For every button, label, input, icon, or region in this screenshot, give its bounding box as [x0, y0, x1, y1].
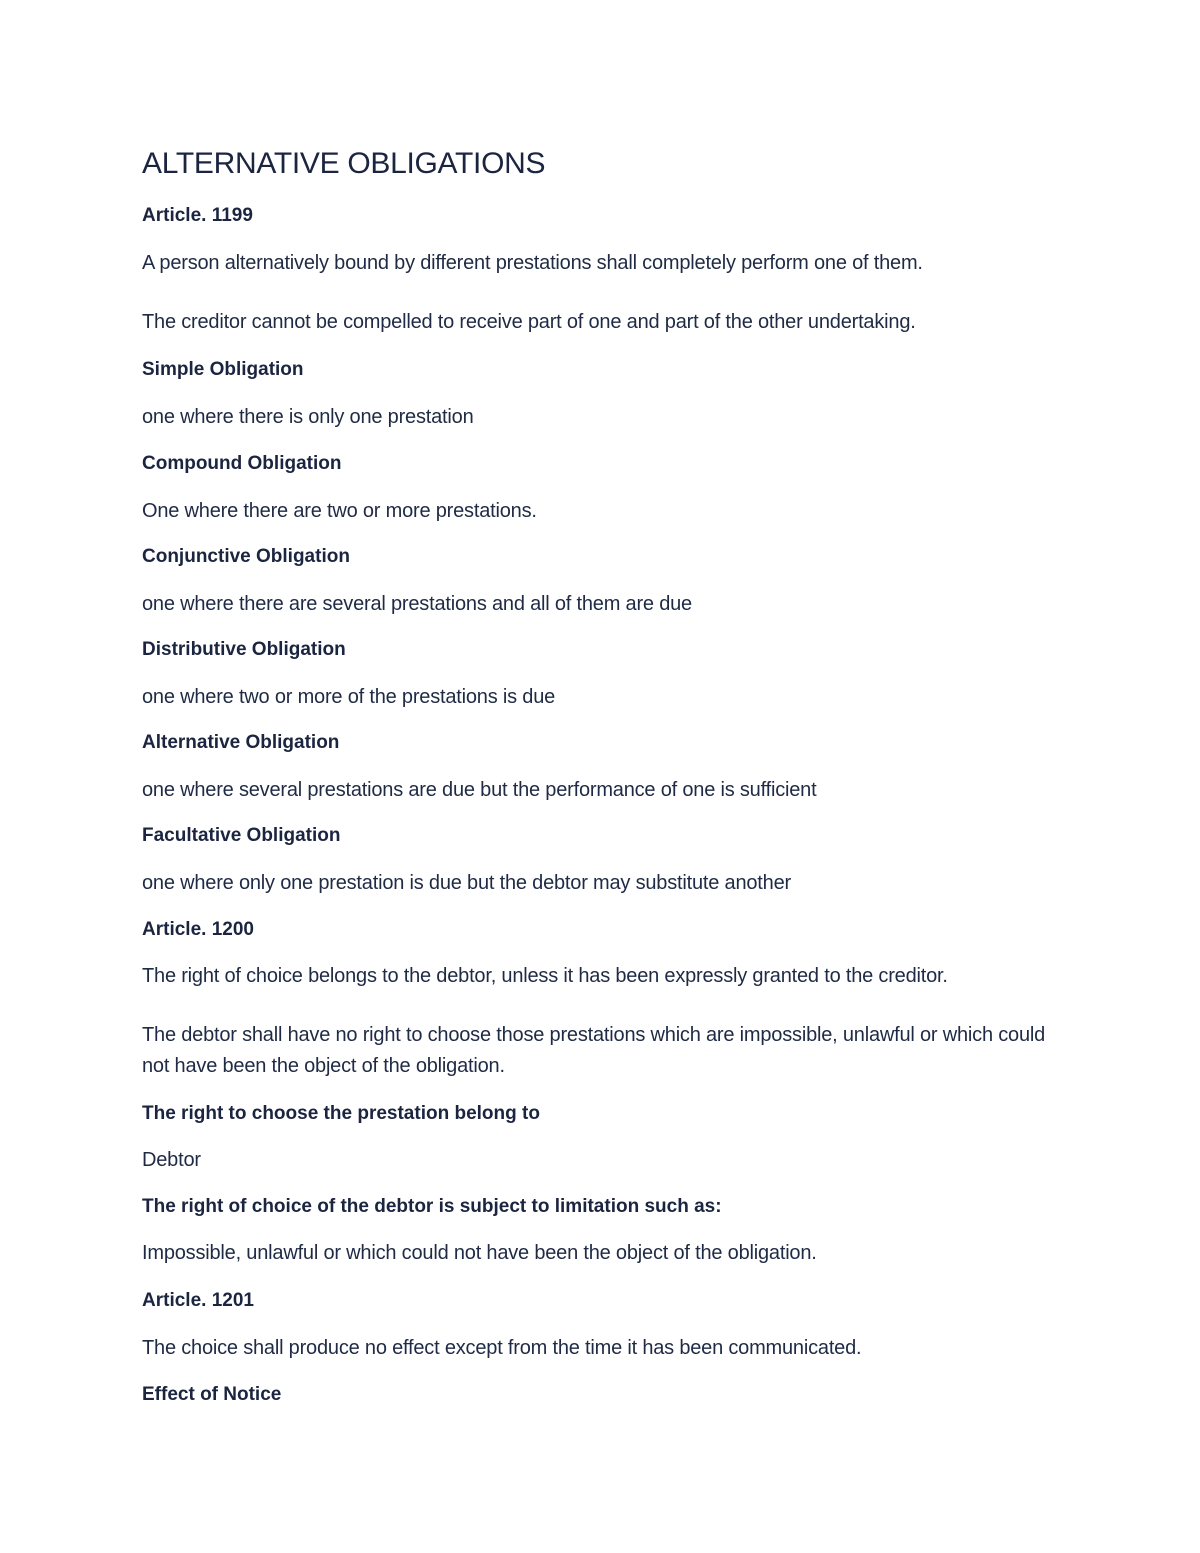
article-1201-text: The choice shall produce no effect except from the time it has been communicated. [142, 1337, 862, 1359]
right-to-choose-text: Debtor [142, 1149, 201, 1171]
compound-obligation-text: One where there are two or more prestations. [142, 500, 537, 522]
article-1200-heading: Article. 1200 [142, 919, 254, 940]
distributive-obligation-heading: Distributive Obligation [142, 639, 346, 660]
effect-of-notice-heading: Effect of Notice [142, 1384, 282, 1405]
distributive-obligation-text: one where two or more of the prestations is due [142, 686, 556, 708]
simple-obligation-text: one where there is only one prestation [142, 406, 474, 428]
conjunctive-obligation-text: one where there are several prestations and all of them are due [142, 593, 692, 615]
simple-obligation-heading: Simple Obligation [142, 359, 304, 380]
article-1201-heading: Article. 1201 [142, 1290, 254, 1311]
article-1199-heading: Article. 1199 [142, 205, 253, 226]
alternative-obligation-heading: Alternative Obligation [142, 732, 340, 753]
document-title: ALTERNATIVE OBLIGATIONS [142, 147, 546, 180]
document-page [142, 140, 1062, 1405]
limitation-heading: The right of choice of the debtor is subject to limitation such as: [142, 1196, 722, 1217]
conjunctive-obligation-heading: Conjunctive Obligation [142, 546, 350, 567]
facultative-obligation-text: one where only one prestation is due but the debtor may substitute another [142, 872, 791, 894]
article-1200-text-1: The right of choice belongs to the debtor, unless it has been expressly granted to the creditor. [142, 965, 948, 987]
compound-obligation-heading: Compound Obligation [142, 453, 342, 474]
facultative-obligation-heading: Facultative Obligation [142, 825, 341, 846]
right-to-choose-heading: The right to choose the prestation belong to [142, 1103, 540, 1124]
article-1199-text-2: The creditor cannot be compelled to receive part of one and part of the other undertaking. [142, 311, 916, 333]
article-1199-text-1: A person alternatively bound by different prestations shall completely perform one of them. [142, 252, 923, 274]
alternative-obligation-text: one where several prestations are due but the performance of one is sufficient [142, 779, 817, 801]
limitation-text: Impossible, unlawful or which could not have been the object of the obligation. [142, 1242, 817, 1264]
article-1200-text-2: The debtor shall have no right to choose those prestations which are impossible, unlawful or which could not have been the object of the obligation. [142, 1024, 1046, 1077]
